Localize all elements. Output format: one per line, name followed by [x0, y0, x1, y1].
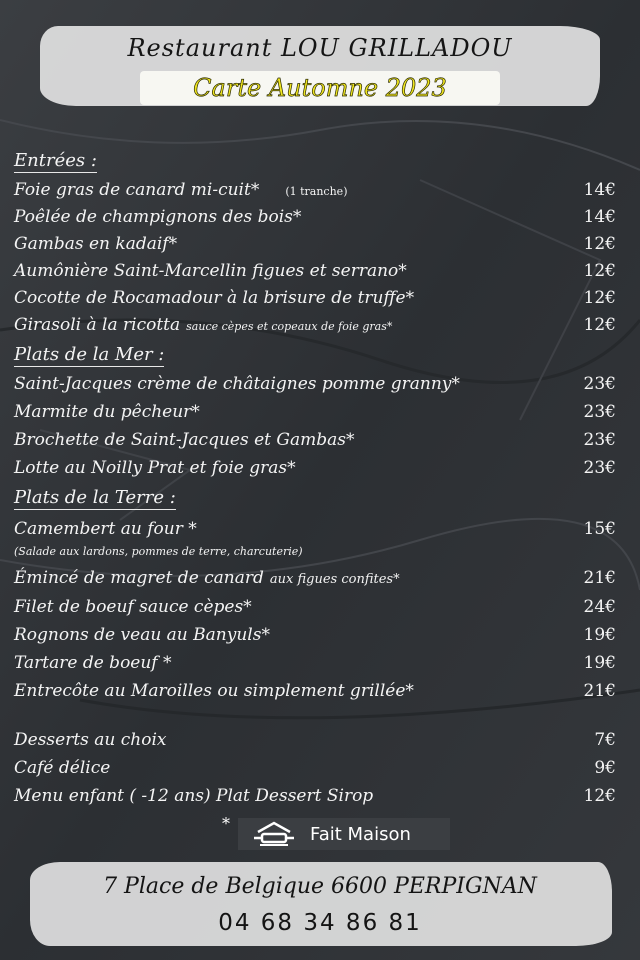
fait-maison-label: Fait Maison — [310, 824, 411, 845]
menu-item: Entrecôte au Maroilles ou simplement grillée* 21€ — [14, 681, 616, 701]
menu-item: Lotte au Noilly Prat et foie gras* 23€ — [14, 458, 616, 478]
menu-item-price: 19€ — [583, 625, 616, 645]
menu-item-price: 23€ — [583, 430, 616, 450]
menu-item: Tartare de boeuf * 19€ — [14, 653, 616, 673]
menu-item: Émincé de magret de canard aux figues confites* 21€ — [14, 568, 616, 588]
menu-item: Menu enfant ( -12 ans) Plat Dessert Sirop 12€ — [14, 786, 616, 806]
section-title-entrees: Entrées : — [14, 150, 97, 171]
restaurant-name: Restaurant LOU GRILLADOU — [127, 34, 513, 62]
menu-item: Café délice 9€ — [14, 758, 616, 778]
menu-item: Rognons de veau au Banyuls* 19€ — [14, 625, 616, 645]
menu-item-subtitle: aux figues confites* — [269, 572, 400, 587]
menu-item-price: 12€ — [583, 786, 616, 806]
season-title: Carte Automne 2023 — [193, 74, 447, 102]
menu-item: Desserts au choix 7€ — [14, 730, 616, 750]
menu-item-price: 24€ — [583, 597, 616, 617]
menu-item-price: 23€ — [583, 402, 616, 422]
house-pan-icon — [250, 820, 298, 848]
menu-item: Filet de boeuf sauce cèpes* 24€ — [14, 597, 616, 617]
menu-item: Camembert au four * 15€ — [14, 519, 616, 539]
menu-item-price: 21€ — [583, 568, 616, 588]
menu-item: Saint-Jacques crème de châtaignes pomme granny* 23€ — [14, 374, 616, 394]
menu-item-price: 23€ — [583, 458, 616, 478]
menu-item-subtitle: sauce cèpes et copeaux de foie gras* — [186, 320, 393, 333]
menu-item: Aumônière Saint-Marcellin figues et serrano* 12€ — [14, 261, 616, 281]
menu-item-price: 12€ — [583, 288, 616, 308]
menu-item-price: 14€ — [583, 180, 616, 200]
menu-item: Marmite du pêcheur* 23€ — [14, 402, 616, 422]
menu-item: Brochette de Saint-Jacques et Gambas* 23€ — [14, 430, 616, 450]
menu-item: Poêlée de champignons des bois* 14€ — [14, 207, 616, 227]
menu-item-note: (1 tranche) — [285, 185, 348, 198]
restaurant-address: 7 Place de Belgique 6600 PERPIGNAN — [103, 874, 537, 899]
restaurant-phone: 04 68 34 86 81 — [218, 910, 422, 936]
menu-item-price: 9€ — [594, 758, 616, 778]
menu-item: Foie gras de canard mi-cuit* (1 tranche) 14€ — [14, 180, 616, 200]
menu-item: Cocotte de Rocamadour à la brisure de truffe* 12€ — [14, 288, 616, 308]
menu-item-price: 12€ — [583, 315, 616, 335]
menu-item-price: 7€ — [594, 730, 616, 750]
menu-item-price: 12€ — [583, 261, 616, 281]
menu-item-price: 19€ — [583, 653, 616, 673]
fait-maison-asterisk: * — [222, 814, 230, 833]
section-title-mer: Plats de la Mer : — [14, 344, 165, 365]
menu-item-price: 23€ — [583, 374, 616, 394]
menu-item: Girasoli à la ricotta sauce cèpes et copeaux de foie gras* 12€ — [14, 315, 616, 335]
menu-item: Gambas en kadaif* 12€ — [14, 234, 616, 254]
section-title-terre: Plats de la Terre : — [14, 487, 176, 508]
menu-item-price: 14€ — [583, 207, 616, 227]
menu-item-price: 15€ — [583, 519, 616, 539]
menu-item-price: 21€ — [583, 681, 616, 701]
menu-item-detail: (Salade aux lardons, pommes de terre, charcuterie) — [14, 545, 303, 558]
menu-item-price: 12€ — [583, 234, 616, 254]
